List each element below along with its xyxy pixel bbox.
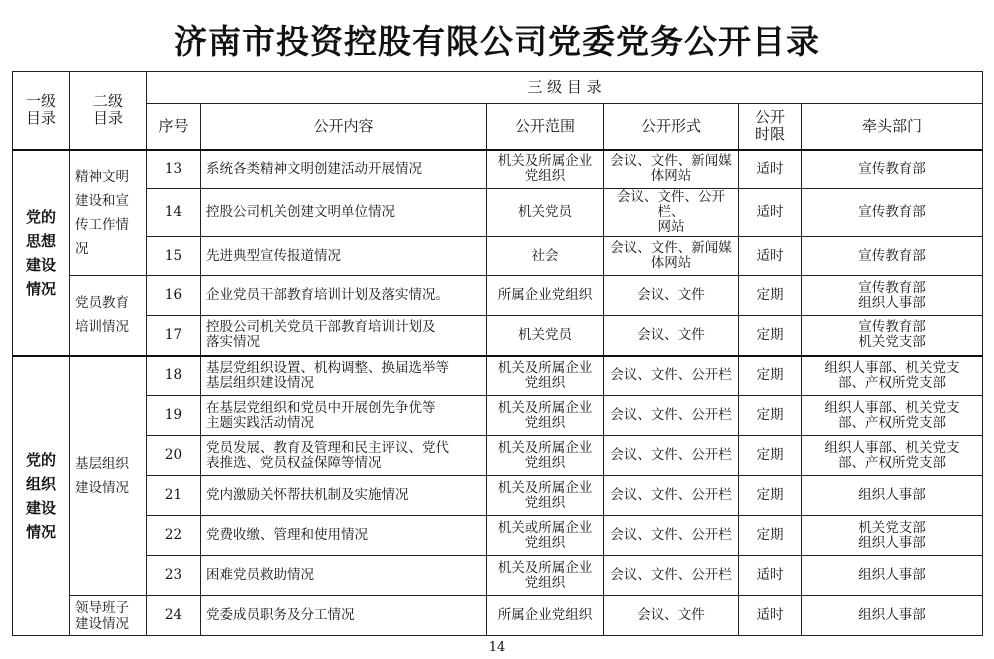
row-no: 21 <box>147 476 201 516</box>
row-dept: 宣传教育部 组织人事部 <box>802 276 983 316</box>
header-dept: 牵头部门 <box>802 104 983 150</box>
table-row <box>13 316 983 356</box>
header-scope: 公开范围 <box>487 104 604 150</box>
row-scope: 机关及所属企业 党组织 <box>487 436 604 476</box>
row-period: 定期 <box>739 436 802 476</box>
row-no: 14 <box>147 189 201 237</box>
row-period: 适时 <box>739 189 802 237</box>
row-period: 适时 <box>739 556 802 596</box>
row-dept: 宣传教育部 机关党支部 <box>802 316 983 356</box>
row-content: 控股公司机关创建文明单位情况 <box>201 189 487 237</box>
header-period: 公开 时限 <box>739 104 802 150</box>
row-scope: 机关或所属企业 党组织 <box>487 516 604 556</box>
header-row-1 <box>13 72 983 104</box>
section-label: 党的 思想 建设 情况 <box>13 150 70 356</box>
group-label: 精神文明 建设和宣 传工作情 况 <box>70 150 147 276</box>
row-content: 党内激励关怀帮扶机制及实施情况 <box>201 476 487 516</box>
table-row <box>13 356 983 396</box>
row-no: 18 <box>147 356 201 396</box>
row-scope: 机关及所属企业 党组织 <box>487 356 604 396</box>
row-no: 13 <box>147 150 201 189</box>
row-period: 定期 <box>739 276 802 316</box>
row-dept: 组织人事部、机关党支 部、产权所党支部 <box>802 396 983 436</box>
group-label: 党员教育 培训情况 <box>70 276 147 356</box>
table-row <box>13 516 983 556</box>
row-content: 系统各类精神文明创建活动开展情况 <box>201 150 487 189</box>
row-no: 19 <box>147 396 201 436</box>
row-dept: 组织人事部 <box>802 556 983 596</box>
row-dept: 宣传教育部 <box>802 150 983 189</box>
header-no: 序号 <box>147 104 201 150</box>
row-no: 24 <box>147 596 201 636</box>
row-form: 会议、文件、公开栏 <box>604 516 739 556</box>
disclosure-table <box>12 71 983 636</box>
table-row <box>13 150 983 189</box>
row-scope: 机关及所属企业 党组织 <box>487 396 604 436</box>
row-form: 会议、文件、新闻媒 体网站 <box>604 237 739 276</box>
table-row <box>13 276 983 316</box>
page-number: 14 <box>488 640 506 655</box>
row-dept: 宣传教育部 <box>802 237 983 276</box>
row-period: 适时 <box>739 237 802 276</box>
header-level2: 二级 目录 <box>70 72 147 150</box>
row-content: 在基层党组织和党员中开展创先争优等 主题实践活动情况 <box>201 396 487 436</box>
header-level3: 三 级 目 录 <box>147 72 983 104</box>
table-row <box>13 189 983 237</box>
row-scope: 机关党员 <box>487 316 604 356</box>
row-content: 企业党员干部教育培训计划及落实情况。 <box>201 276 487 316</box>
row-scope: 机关党员 <box>487 189 604 237</box>
section-label: 党的 组织 建设 情况 <box>13 356 70 636</box>
row-period: 定期 <box>739 476 802 516</box>
table-row <box>13 556 983 596</box>
row-period: 定期 <box>739 316 802 356</box>
row-content: 党委成员职务及分工情况 <box>201 596 487 636</box>
table-row <box>13 237 983 276</box>
row-form: 会议、文件、新闻媒 体网站 <box>604 150 739 189</box>
row-content: 党费收缴、管理和使用情况 <box>201 516 487 556</box>
row-form: 会议、文件、公开栏 <box>604 436 739 476</box>
row-scope: 机关及所属企业 党组织 <box>487 476 604 516</box>
header-row-2 <box>13 104 983 150</box>
row-dept: 组织人事部 <box>802 476 983 516</box>
row-form: 会议、文件、公开栏 <box>604 356 739 396</box>
group-label: 基层组织 建设情况 <box>70 356 147 596</box>
table-row <box>13 596 983 636</box>
row-no: 15 <box>147 237 201 276</box>
row-form: 会议、文件、公开栏 <box>604 556 739 596</box>
row-no: 17 <box>147 316 201 356</box>
header-form: 公开形式 <box>604 104 739 150</box>
row-period: 适时 <box>739 150 802 189</box>
row-no: 23 <box>147 556 201 596</box>
row-dept: 组织人事部、机关党支 部、产权所党支部 <box>802 356 983 396</box>
row-dept: 组织人事部 <box>802 596 983 636</box>
row-scope: 机关及所属企业 党组织 <box>487 556 604 596</box>
row-content: 先进典型宣传报道情况 <box>201 237 487 276</box>
row-no: 20 <box>147 436 201 476</box>
row-scope: 所属企业党组织 <box>487 596 604 636</box>
table-row <box>13 476 983 516</box>
row-no: 22 <box>147 516 201 556</box>
row-scope: 社会 <box>487 237 604 276</box>
row-form: 会议、文件、公开栏 <box>604 476 739 516</box>
row-content: 控股公司机关党员干部教育培训计划及 落实情况 <box>201 316 487 356</box>
row-dept: 机关党支部 组织人事部 <box>802 516 983 556</box>
header-content: 公开内容 <box>201 104 487 150</box>
row-period: 定期 <box>739 396 802 436</box>
row-form: 会议、文件 <box>604 276 739 316</box>
table-row <box>13 396 983 436</box>
row-scope: 所属企业党组织 <box>487 276 604 316</box>
header-level1: 一级 目录 <box>13 72 70 150</box>
row-form: 会议、文件、公开栏、 网站 <box>604 189 739 237</box>
row-period: 定期 <box>739 516 802 556</box>
row-form: 会议、文件 <box>604 596 739 636</box>
row-content: 困难党员救助情况 <box>201 556 487 596</box>
row-form: 会议、文件 <box>604 316 739 356</box>
group-label: 领导班子 建设情况 <box>70 596 147 636</box>
document-title: 济南市投资控股有限公司党委党务公开目录 <box>174 22 820 61</box>
row-scope: 机关及所属企业 党组织 <box>487 150 604 189</box>
row-content: 党员发展、教育及管理和民主评议、党代 表推选、党员权益保障等情况 <box>201 436 487 476</box>
row-dept: 宣传教育部 <box>802 189 983 237</box>
table-row <box>13 436 983 476</box>
row-dept: 组织人事部、机关党支 部、产权所党支部 <box>802 436 983 476</box>
row-period: 定期 <box>739 356 802 396</box>
row-content: 基层党组织设置、机构调整、换届选举等 基层组织建设情况 <box>201 356 487 396</box>
row-no: 16 <box>147 276 201 316</box>
row-form: 会议、文件、公开栏 <box>604 396 739 436</box>
row-period: 适时 <box>739 596 802 636</box>
